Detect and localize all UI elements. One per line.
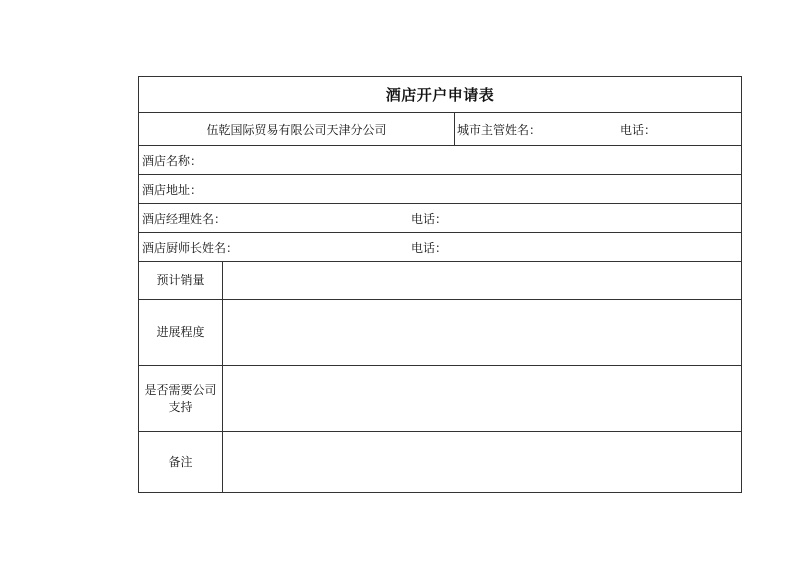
sales-label: 预计销量 (139, 262, 223, 299)
supervisor-name-field[interactable]: 城市主管姓名： (457, 122, 542, 137)
support-input[interactable] (223, 366, 741, 431)
manager-phone-field[interactable]: 电话： (411, 211, 448, 226)
supervisor-phone-field[interactable]: 电话： (620, 122, 657, 137)
hotel-address-row (139, 175, 741, 204)
chef-name-field[interactable]: 酒店厨师长姓名： (142, 240, 239, 255)
manager-name-field[interactable]: 酒店经理姓名： (142, 211, 227, 226)
hotel-account-application-form (138, 76, 742, 493)
sales-row (139, 262, 741, 300)
manager-row (139, 204, 741, 233)
company-name: 伍乾国际贸易有限公司天津分公司 (139, 113, 455, 145)
hotel-name-field[interactable]: 酒店名称： (142, 153, 203, 168)
support-label: 是否需要公司支持 (139, 366, 223, 431)
company-row (139, 113, 741, 146)
notes-row (139, 432, 741, 492)
notes-input[interactable] (223, 432, 741, 492)
hotel-name-row (139, 146, 741, 175)
sales-input[interactable] (223, 262, 741, 299)
title-row (139, 77, 741, 113)
chef-phone-field[interactable]: 电话： (411, 240, 448, 255)
form-title: 酒店开户申请表 (385, 86, 495, 104)
progress-row (139, 300, 741, 366)
progress-label: 进展程度 (139, 300, 223, 365)
hotel-address-field[interactable]: 酒店地址： (142, 182, 203, 197)
notes-label: 备注 (139, 432, 223, 492)
support-row (139, 366, 741, 432)
chef-row (139, 233, 741, 262)
progress-input[interactable] (223, 300, 741, 365)
